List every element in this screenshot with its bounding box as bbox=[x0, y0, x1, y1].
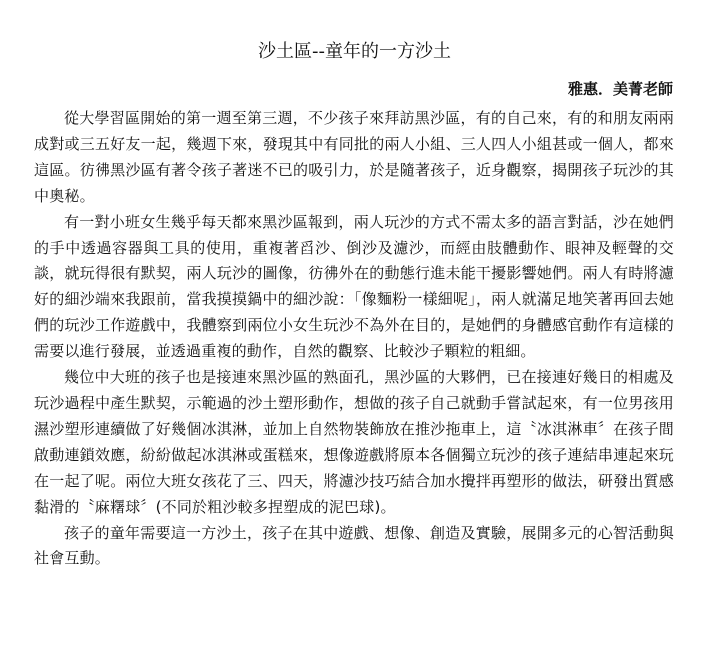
document-title: 沙土區--童年的一方沙土 bbox=[258, 41, 451, 62]
paragraph-4: 孩子的童年需要這一方沙土，孩子在其中遊戲、想像、創造及實驗，展開多元的心智活動與社會互動。 bbox=[34, 523, 674, 568]
paragraph-2: 有一對小班女生幾乎每天都來黑沙區報到，兩人玩沙的方式不需太多的語言對話，沙在她們的手中透過容器與工具的使用，重複著舀沙、倒沙及濾沙，而經由肢體動作、眼神及輕聲的交談，就玩得很有默契，兩人玩沙的圖像，彷彿外在的動態行進未能干擾影響她們。兩人有時將濾好的細沙端來我跟前，當我摸摸鍋中的細沙說：「像麵粉一樣細呢」，兩人就滿足地笑著再回去她們的玩沙工作遊戲中，我體察到兩位小女生玩沙不為外在目的，是她們的身體感官動作有這樣的需要以進行發展，並透過重複的動作，自然的觀察、比較沙子顆粒的粗細。 bbox=[34, 212, 674, 361]
document-body bbox=[34, 106, 674, 572]
paragraph-1: 從大學習區開始的第一週至第三週，不少孩子來拜訪黑沙區，有的自己來，有的和朋友兩兩成對或三五好友一起，幾週下來，發現其中有同批的兩人小組、三人四人小組甚或一個人，都來這區。彷彿黑沙區有著令孩子著迷不已的吸引力，於是隨著孩子，近身觀察，揭開孩子玩沙的其中奧秘。 bbox=[34, 109, 674, 205]
paragraph-3: 幾位中大班的孩子也是接連來黑沙區的熟面孔，黑沙區的大夥們，已在接連好幾日的相處及玩沙過程中產生默契，示範過的沙土塑形動作，想做的孩子自己就動手嘗試起來，有一位男孩用濕沙塑形連續做了好幾個冰淇淋，並加上自然物裝飾放在推沙拖車上，這〝冰淇淋車〞在孩子間啟動連鎖效應，紛紛做起冰淇淋或蛋糕來，想像遊戲將原本各個獨立玩沙的孩子連結串連起來玩在一起了呢。兩位大班女孩花了三、四天，將濾沙技巧結合加水攪拌再塑形的做法，研發出質感黏滑的〝麻糬球〞(不同於粗沙較多捏塑成的泥巴球)。 bbox=[34, 368, 674, 516]
author-byline: 雅惠．美菁老師 bbox=[567, 80, 673, 98]
